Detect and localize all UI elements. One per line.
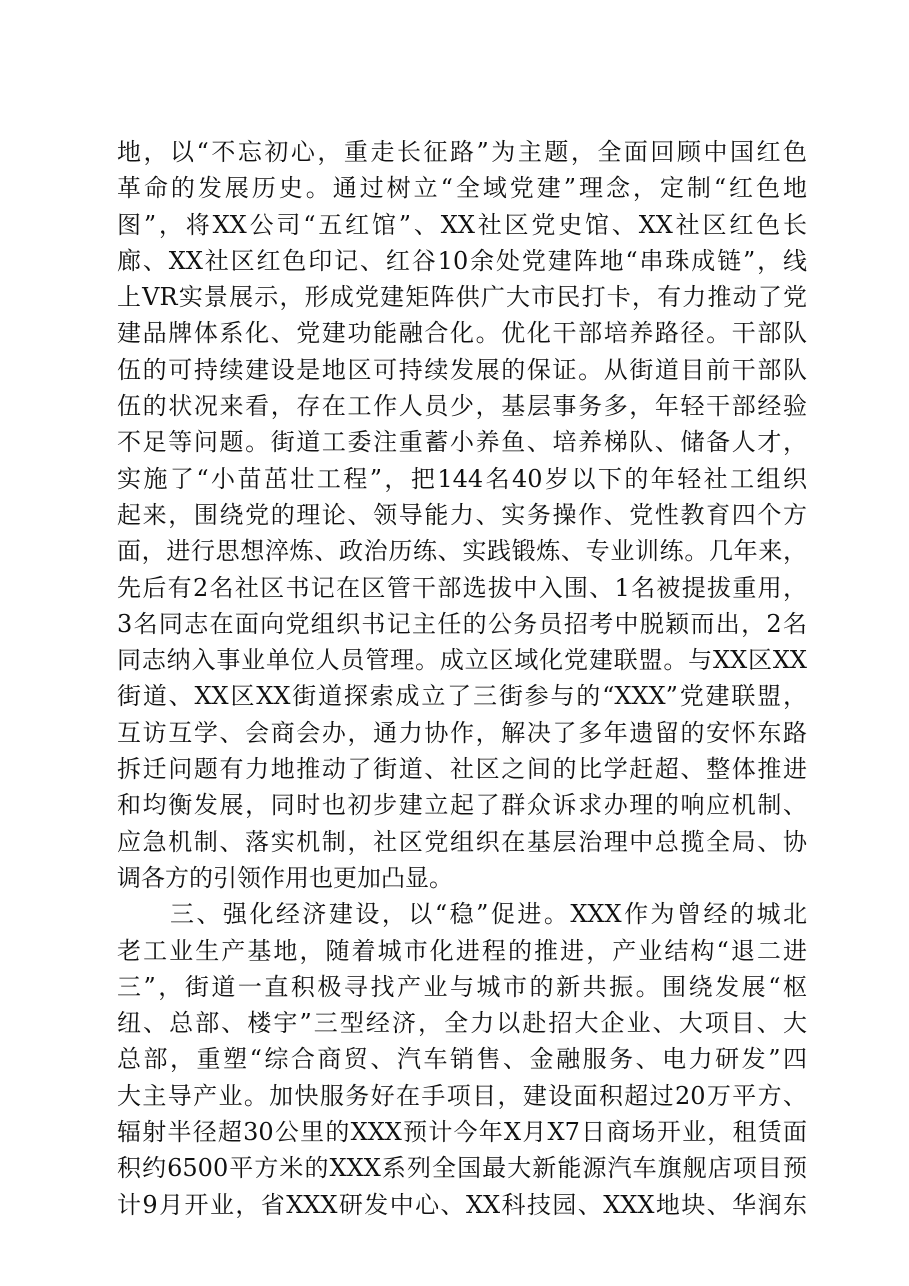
text-line: 纽、总部、楼宇”三型经济，全力以赴招大企业、大项目、大 bbox=[117, 1009, 807, 1038]
text-line: 积约6500平方米的XXX系列全国最大新能源汽车旗舰店项目预 bbox=[117, 1154, 807, 1183]
text-line: 实施了“小苗茁壮工程”，把144名40岁以下的年轻社工组织 bbox=[117, 464, 807, 493]
text-line: 街道、XX区XX街道探索成立了三街参与的“XXX”党建联盟， bbox=[117, 682, 807, 711]
text-line: 计9月开业，省XXX研发中心、XX科技园、XXX地块、华润东 bbox=[117, 1190, 807, 1219]
text-line: 面，进行思想淬炼、政治历练、实践锻炼、专业训练。几年来， bbox=[117, 537, 807, 566]
text-line: 辐射半径超30公里的XXX预计今年X月X7日商场开业，租赁面 bbox=[117, 1118, 807, 1147]
text-line: 调各方的引领作用也更加凸显。 bbox=[117, 863, 453, 892]
text-line: 不足等问题。街道工委注重蓄小养鱼、培养梯队、储备人才， bbox=[117, 428, 807, 457]
document-body-text bbox=[117, 134, 807, 1223]
text-line: 老工业生产基地，随着城市化进程的推进，产业结构“退二进 bbox=[117, 936, 807, 965]
text-line: 上VR实景展示，形成党建矩阵供广大市民打卡，有力推动了党 bbox=[117, 283, 807, 312]
text-line: 廊、XX社区红色印记、红谷10余处党建阵地“串珠成链”，线 bbox=[117, 246, 807, 275]
text-line: 互访互学、会商会办，通力协作，解决了多年遗留的安怀东路 bbox=[117, 718, 807, 747]
text-line: 起来，围绕党的理论、领导能力、实务操作、党性教育四个方 bbox=[117, 500, 807, 529]
text-line: 伍的状况来看，存在工作人员少，基层事务多，年轻干部经验 bbox=[117, 392, 807, 421]
text-line: 建品牌体系化、党建功能融合化。优化干部培养路径。干部队 bbox=[117, 319, 807, 348]
text-line: 拆迁问题有力地推动了街道、社区之间的比学赶超、整体推进 bbox=[117, 755, 807, 784]
text-line: 同志纳入事业单位人员管理。成立区域化党建联盟。与XX区XX bbox=[117, 646, 807, 675]
text-line: 三、强化经济建设，以“稳”促进。XXX作为曾经的城北 bbox=[117, 900, 807, 929]
text-line: 总部，重塑“综合商贸、汽车销售、金融服务、电力研发”四 bbox=[117, 1045, 807, 1074]
text-line: 应急机制、落实机制，社区党组织在基层治理中总揽全局、协 bbox=[117, 827, 807, 856]
text-line: 图”，将XX公司“五红馆”、XX社区党史馆、XX社区红色长 bbox=[117, 210, 807, 239]
text-line: 和均衡发展，同时也初步建立起了群众诉求办理的响应机制、 bbox=[117, 791, 807, 820]
text-line: 伍的可持续建设是地区可持续发展的保证。从街道目前干部队 bbox=[117, 355, 807, 384]
text-line: 革命的发展历史。通过树立“全域党建”理念，定制“红色地 bbox=[117, 174, 807, 203]
text-line: 大主导产业。加快服务好在手项目，建设面积超过20万平方、 bbox=[117, 1081, 807, 1110]
text-line: 地，以“不忘初心，重走长征路”为主题，全面回顾中国红色 bbox=[117, 138, 807, 166]
text-line: 三”，街道一直积极寻找产业与城市的新共振。围绕发展“枢 bbox=[117, 972, 807, 1001]
text-line: 3名同志在面向党组织书记主任的公务员招考中脱颖而出，2名 bbox=[117, 609, 807, 638]
text-line: 先后有2名社区书记在区管干部选拔中入围、1名被提拔重用， bbox=[117, 573, 807, 602]
